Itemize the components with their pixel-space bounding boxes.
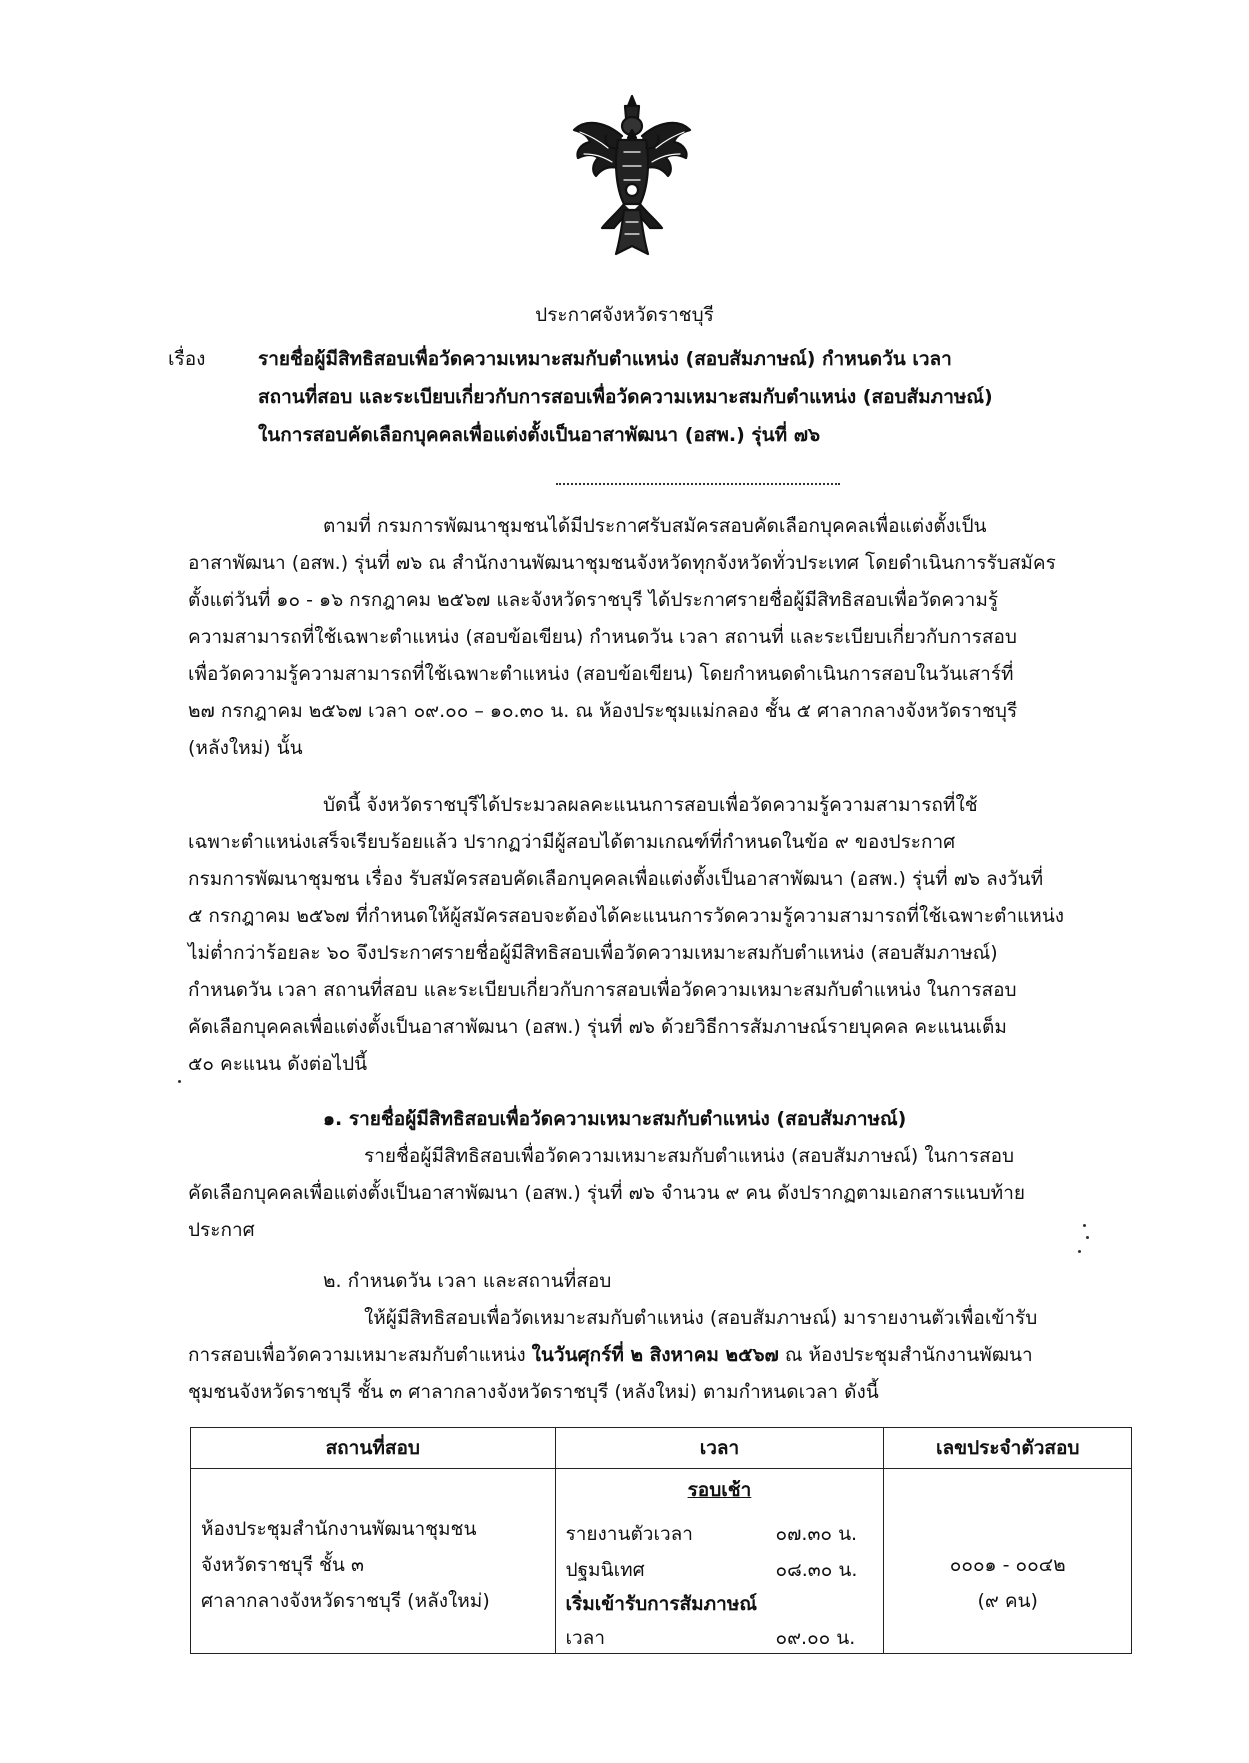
time-label: รายงานตัวเวลา [565,1523,693,1545]
table-row [191,1469,1132,1654]
paragraph-line: กรมการพัฒนาชุมชน เรื่อง รับสมัครสอบคัดเลือกบุคคลเพื่อแต่งตั้งเป็นอาสาพัฒนา (อสพ.) รุ่นที่ ๗๖ ลงวันที่ [188,868,1044,890]
place-line: ศาลากลางจังหวัดราชบุรี (หลังใหม่) [201,1590,490,1612]
time-cell [555,1469,884,1654]
time-value: ๐๙.๐๐ น. [775,1627,856,1649]
paragraph-line: เฉพาะตำแหน่งเสร็จเรียบร้อยแล้ว ปรากฏว่ามีผู้สอบได้ตามเกณฑ์ที่กำหนดในข้อ ๙ ของประกาศ [188,831,956,853]
section-1-heading: ๑. รายชื่อผู้มีสิทธิสอบเพื่อวัดความเหมาะสมกับตำแหน่ง (สอบสัมภาษณ์) [323,1108,907,1130]
paragraph-line: คัดเลือกบุคคลเพื่อแต่งตั้งเป็นอาสาพัฒนา (อสพ.) รุ่นที่ ๗๖ ด้วยวิธีการสัมภาษณ์รายบุคคล คะแนนเต็ม [188,1016,1007,1038]
subject-line: สถานที่สอบ และระเบียบเกี่ยวกับการสอบเพื่อวัดความเหมาะสมกับตำแหน่ง (สอบสัมภาษณ์) [258,386,993,408]
scan-speck [1078,1250,1081,1253]
place-line: จังหวัดราชบุรี ชั้น ๓ [201,1554,364,1576]
paragraph-line: (หลังใหม่) นั้น [188,737,303,759]
place-line: ห้องประชุมสำนักงานพัฒนาชุมชน [201,1518,477,1540]
paragraph-line: กำหนดวัน เวลา สถานที่สอบ และระเบียบเกี่ยวกับการสอบเพื่อวัดความเหมาะสมกับตำแหน่ง ในการสอบ [188,979,1017,1001]
paragraph-line: ตามที่ กรมการพัฒนาชุมชนได้มีประกาศรับสมัครสอบคัดเลือกบุคคลเพื่อแต่งตั้งเป็น [323,515,987,537]
scan-speck [1086,1236,1089,1239]
paragraph-line: อาสาพัฒนา (อสพ.) รุ่นที่ ๗๖ ณ สำนักงานพัฒนาชุมชนจังหวัดทุกจังหวัดทั่วประเทศ โดยดำเนินการรับสมัคร [188,552,1056,574]
header-time: เวลา [555,1428,884,1469]
garuda-emblem-icon [568,92,696,262]
paragraph-line [188,1337,1134,1374]
subject-line: ในการสอบคัดเลือกบุคคลเพื่อแต่งตั้งเป็นอาสาพัฒนา (อสพ.) รุ่นที่ ๗๖ [258,424,821,446]
exam-id-count: (๙ คน) [977,1590,1038,1612]
paragraph-line: คัดเลือกบุคคลเพื่อแต่งตั้งเป็นอาสาพัฒนา (อสพ.) รุ่นที่ ๗๖ จำนวน ๙ คน ดังปรากฏตามเอกสารแนบท้าย [188,1182,1026,1204]
paragraph-line: ชุมชนจังหวัดราชบุรี ชั้น ๓ ศาลากลางจังหวัดราชบุรี (หลังใหม่) ตามกำหนดเวลา ดังนี้ [188,1381,879,1403]
time-value: ๐๗.๓๐ น. [775,1523,858,1545]
paragraph-line: ๕ กรกฎาคม ๒๕๖๗ ที่กำหนดให้ผู้สมัครสอบจะต้องได้คะแนนการวัดความรู้ความสามารถที่ใช้เฉพาะตำแหน่ง [188,905,1065,927]
time-value: ๐๘.๓๐ น. [775,1559,858,1581]
paragraph-fragment: การสอบเพื่อวัดความเหมาะสมกับตำแหน่ง [188,1344,532,1366]
header-exam-id: เลขประจำตัวสอบ [884,1428,1132,1469]
exam-id-cell [884,1469,1132,1654]
paragraph-line: ตั้งแต่วันที่ ๑๐ - ๑๖ กรกฎาคม ๒๕๖๗ และจังหวัดราชบุรี ได้ประกาศรายชื่อผู้มีสิทธิสอบเพื่อวัดความรู้ [188,589,999,611]
announcement-title: ประกาศจังหวัดราชบุรี [535,304,714,326]
time-label: ปฐมนิเทศ [565,1559,645,1581]
scan-speck [1083,1224,1086,1227]
section-2-heading: ๒. กำหนดวัน เวลา และสถานที่สอบ [323,1270,612,1292]
paragraph-line: รายชื่อผู้มีสิทธิสอบเพื่อวัดความเหมาะสมกับตำแหน่ง (สอบสัมภาษณ์) ในการสอบ [364,1145,1015,1167]
paragraph-line: ความสามารถที่ใช้เฉพาะตำแหน่ง (สอบข้อเขียน) กำหนดวัน เวลา สถานที่ และระเบียบเกี่ยวกับการสอบ [188,626,1017,648]
subject-label: เรื่อง [168,348,206,370]
paragraph-2 [188,787,1134,1083]
paragraph-line: ประกาศ [188,1219,255,1241]
header-place: สถานที่สอบ [191,1428,556,1469]
subject-line: รายชื่อผู้มีสิทธิสอบเพื่อวัดความเหมาะสมกับตำแหน่ง (สอบสัมภาษณ์) กำหนดวัน เวลา [258,348,952,370]
time-label: เวลา [565,1627,605,1649]
paragraph-line: บัดนี้ จังหวัดราชบุรีได้ประมวลผลคะแนนการสอบเพื่อวัดความรู้ความสามารถที่ใช้ [323,794,978,816]
dotted-divider [556,483,840,485]
section-2-text [188,1300,1134,1411]
scan-speck [178,1080,181,1083]
paragraph-fragment: ณ ห้องประชุมสำนักงานพัฒนา [778,1344,1033,1366]
schedule-table [190,1427,1132,1654]
place-cell [191,1469,556,1654]
session-label: รอบเช้า [687,1479,752,1501]
exam-id-range: ๐๐๐๑ - ๐๐๔๒ [949,1554,1066,1576]
exam-date-highlight: ในวันศุกร์ที่ ๒ สิงหาคม ๒๕๖๗ [531,1344,779,1366]
paragraph-1 [188,508,1134,767]
paragraph-line: ไม่ต่ำกว่าร้อยละ ๖๐ จึงประกาศรายชื่อผู้มีสิทธิสอบเพื่อวัดความเหมาะสมกับตำแหน่ง (สอบสัมภาษณ์) [188,942,998,964]
table-header-row [191,1428,1132,1469]
time-label: เริ่มเข้ารับการสัมภาษณ์ [565,1593,757,1615]
paragraph-line: ให้ผู้มีสิทธิสอบเพื่อวัดเหมาะสมกับตำแหน่ง (สอบสัมภาษณ์) มารายงานตัวเพื่อเข้ารับ [364,1307,1038,1329]
paragraph-line: ๕๐ คะแนน ดังต่อไปนี้ [188,1053,368,1075]
paragraph-line: เพื่อวัดความรู้ความสามารถที่ใช้เฉพาะตำแหน่ง (สอบข้อเขียน) โดยกำหนดดำเนินการสอบในวันเสาร์ที่ [188,663,1014,685]
section-1-text [188,1138,1134,1249]
paragraph-line: ๒๗ กรกฎาคม ๒๕๖๗ เวลา ๐๙.๐๐ – ๑๐.๓๐ น. ณ ห้องประชุมแม่กลอง ชั้น ๕ ศาลากลางจังหวัดราชบุรี [188,700,1018,722]
